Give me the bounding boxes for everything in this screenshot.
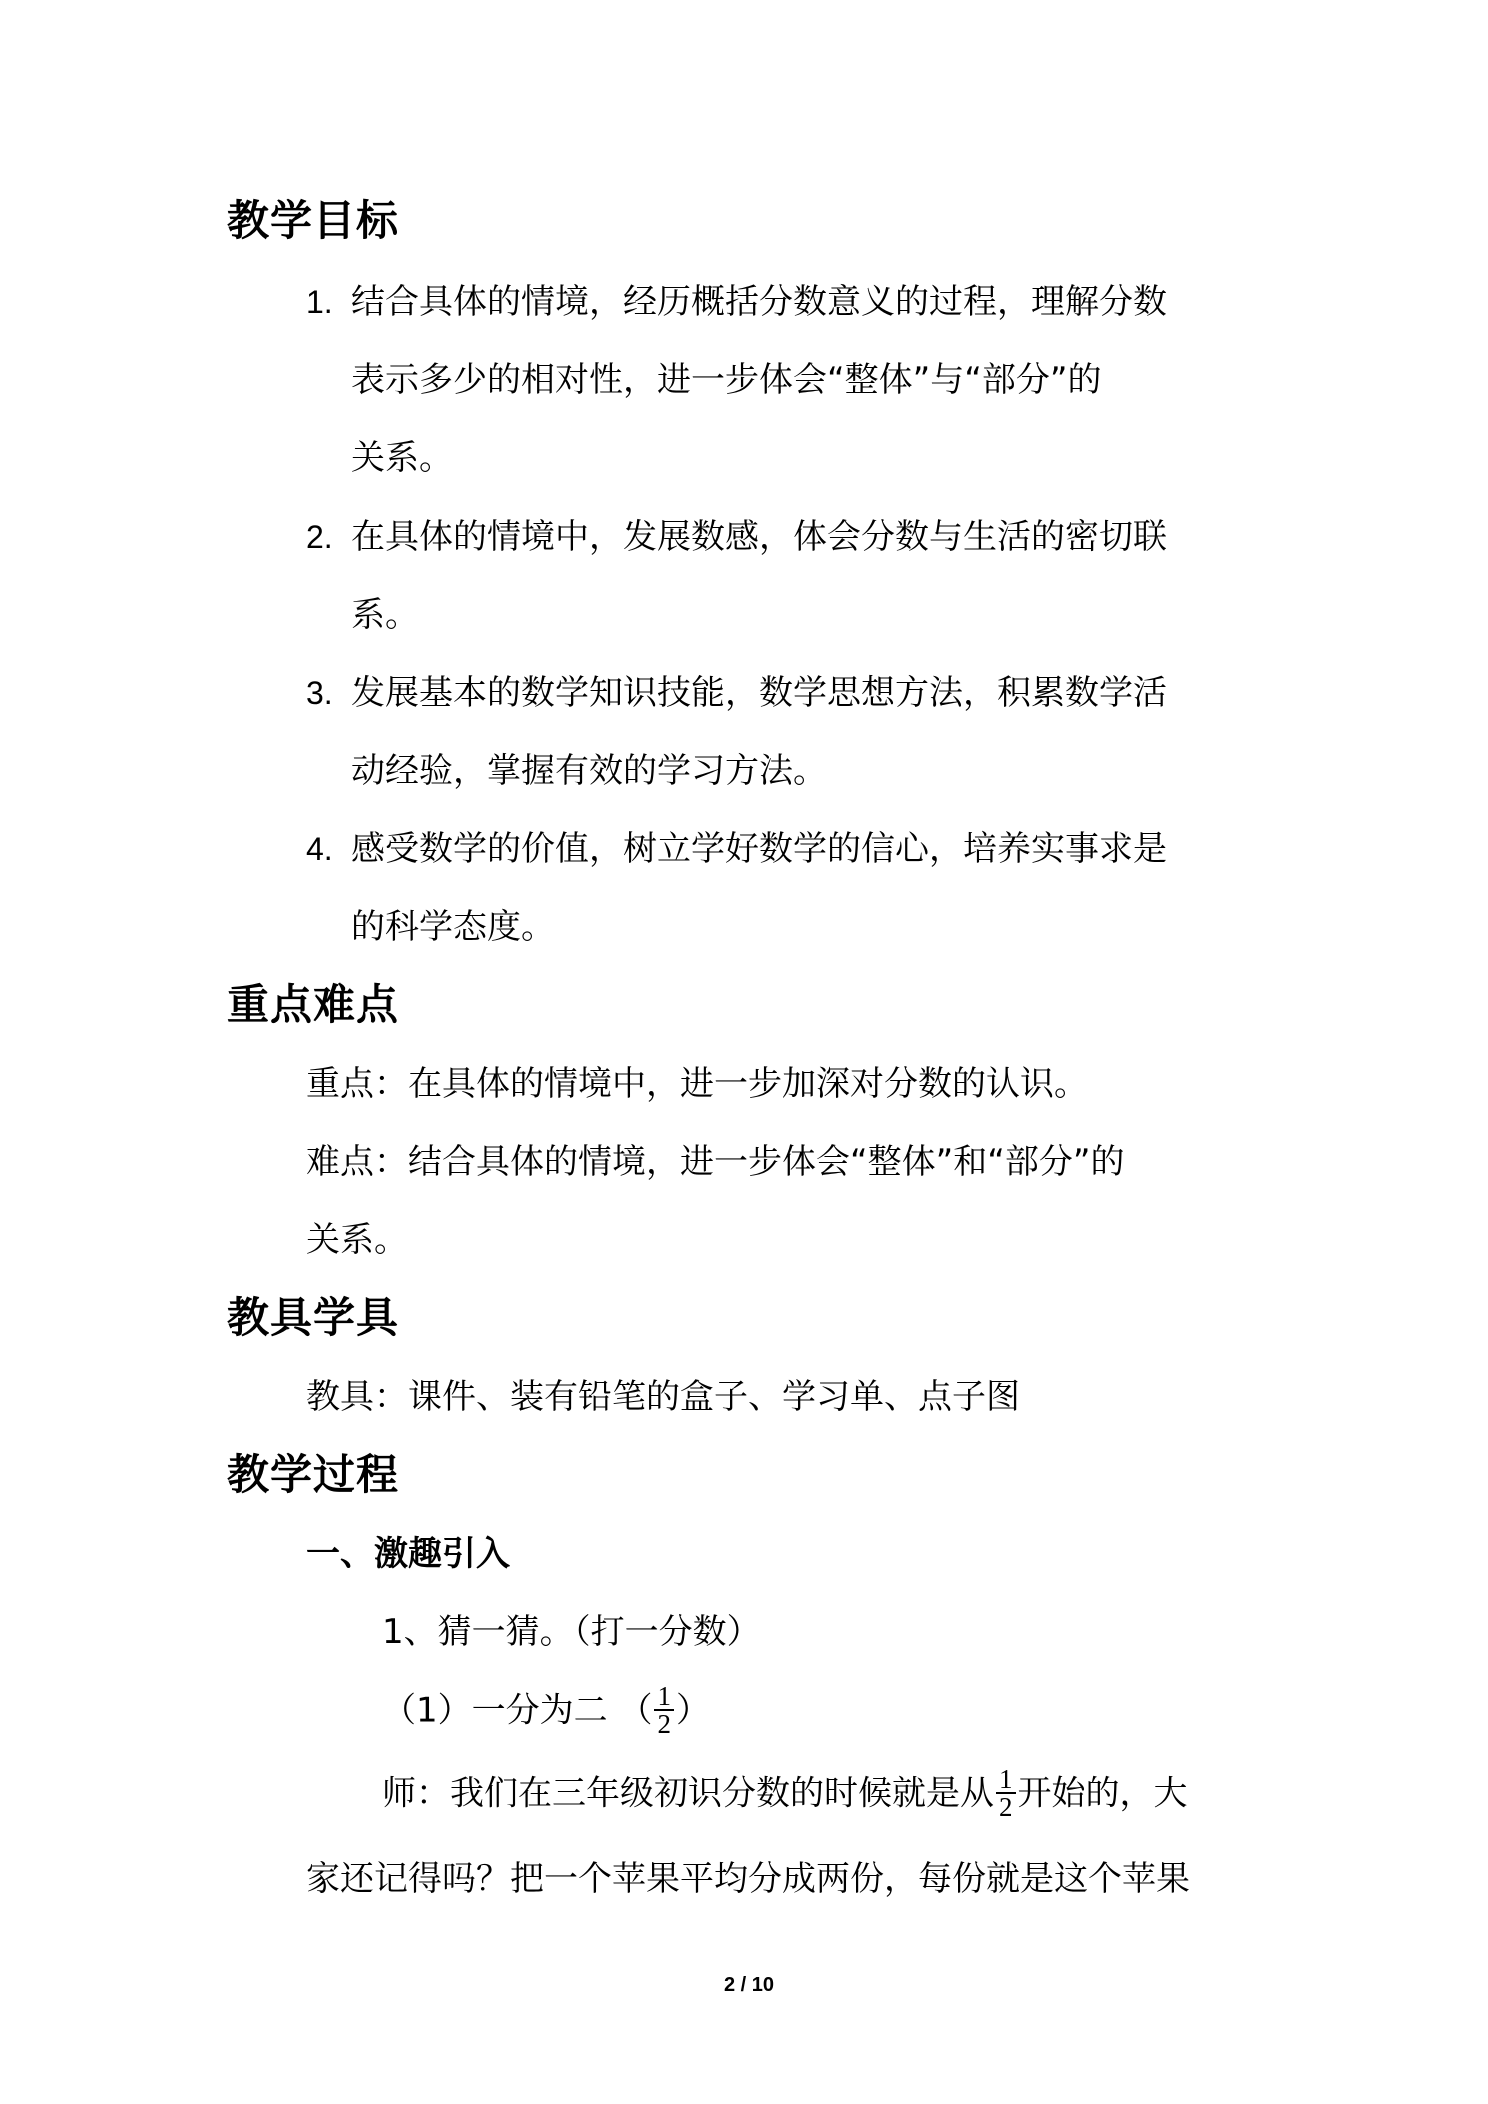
- paragraph-line: 教具：课件、装有铅笔的盒子、学习单、点子图: [306, 1377, 1020, 1417]
- paragraph-text: 师：我们在三年级初识分数的时候就是从: [382, 1773, 994, 1814]
- fraction-denominator: 2: [654, 1709, 674, 1737]
- paragraph-line: 难点：结合具体的情境，进一步体会“整体”和“部分”的: [306, 1142, 1125, 1182]
- list-item-line: 感受数学的价值，树立学好数学的信心，培养实事求是: [351, 829, 1167, 869]
- paragraph-text: 开始的，大: [1017, 1773, 1188, 1814]
- list-item-line: 在具体的情境中，发展数感，体会分数与生活的密切联: [351, 517, 1167, 557]
- list-item-line: 表示多少的相对性，进一步体会“整体”与“部分”的: [351, 360, 1102, 400]
- list-number: 2.: [306, 519, 333, 555]
- paragraph-line: 重点：在具体的情境中，进一步加深对分数的认识。: [306, 1064, 1088, 1104]
- fraction-numerator: 1: [657, 1681, 671, 1711]
- list-item-line: 系。: [351, 595, 419, 635]
- section-heading-key-points: 重点难点: [227, 980, 400, 1029]
- list-item-line: 关系。: [351, 438, 453, 478]
- step-text: （1）一分为二 （: [382, 1690, 653, 1731]
- paragraph-line: 关系。: [306, 1220, 408, 1260]
- step-line: 1、猜一猜。（打一分数）: [382, 1612, 761, 1652]
- fraction-numerator: 1: [999, 1764, 1013, 1794]
- step-text-close: ）: [675, 1690, 710, 1731]
- list-item-line: 结合具体的情境，经历概括分数意义的过程，理解分数: [351, 282, 1167, 322]
- section-heading-process: 教学过程: [227, 1450, 400, 1499]
- fraction: [996, 1766, 1016, 1820]
- list-number: 4.: [306, 831, 333, 867]
- sub-heading: 一、激趣引入: [306, 1534, 510, 1574]
- list-item-line: 的科学态度。: [351, 907, 555, 947]
- fraction: [654, 1683, 674, 1737]
- section-heading-tools: 教具学具: [227, 1293, 400, 1342]
- list-item-line: 发展基本的数学知识技能，数学思想方法，积累数学活: [351, 673, 1167, 713]
- list-item-line: 动经验，掌握有效的学习方法。: [351, 751, 827, 791]
- fraction-denominator: 2: [996, 1792, 1016, 1820]
- list-number: 3.: [306, 675, 333, 711]
- section-heading-goals: 教学目标: [227, 196, 400, 245]
- page-number: 2 / 10: [724, 1974, 775, 1996]
- list-number: 1.: [306, 284, 333, 320]
- paragraph-line: 家还记得吗？把一个苹果平均分成两份，每份就是这个苹果: [306, 1859, 1190, 1899]
- step-line-with-fraction: [382, 1681, 710, 1739]
- paragraph-line-with-fraction: [382, 1764, 1188, 1822]
